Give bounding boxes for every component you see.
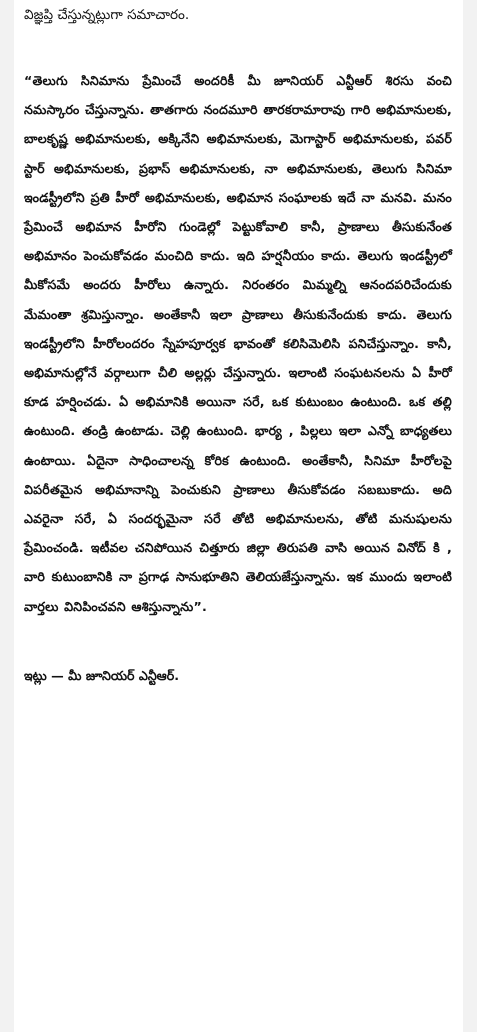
document-body [24, 0, 452, 687]
intro-line: విజ్ఞప్తి చేస్తున్నట్లుగా సమాచారం. [24, 7, 190, 23]
signature-line: ఇట్లు — మీ జూనియర్ ఎన్టీఆర్. [24, 667, 179, 683]
message-paragraph: “తెలుగు సినిమాను ప్రేమించే అందరికీ మీ జూనియర్ ఎన్టీఆర్ శిరసు వంచి నమస్కారం చేస్తున్నాను. తాతగారు నందమూరి తారకరామారావు గారి అభిమానులకు, బాలకృష్ణ అభిమానులకు, అక్కినేని అభిమానులకు, మెగాస్టార్ అభిమానులకు, పవర్ స్టార్ అభిమానులకు, ప్రభాస్ అభిమానులకు, నా అభిమానులకు, తెలుగు సినిమా ఇండస్ట్రీలోని ప్రతి హీరో అభిమానులకు, అభిమాన సంఘాలకు ఇదే నా మనవి. మనం ప్రేమించే అభిమాన హీరోని గుండెల్లో పెట్టుకోవాలి కానీ, ప్రాణాలు తీసుకునేంత అభిమానం పెంచుకోవడం మంచిది కాదు. ఇది హర్షనీయం కాదు. తెలుగు ఇండస్ట్రీలో మీకోసమే అందరు హీరోలు ఉన్నారు. నిరంతరం మిమ్మల్ని ఆనందపరిచేందుకు మేమంతా శ్రమిస్తున్నాం. అంతేకానీ ఇలా ప్రాణాలు తీసుకునేందుకు కాదు. తెలుగు ఇండస్ట్రీలోని హీరోలందరం స్నేహపూర్వక భావంతో కలిసిమెలిసి పనిచేస్తున్నాం. కానీ, అభిమానుల్లోనే వర్గాలుగా చీలి అల్లర్లు చేస్తున్నారు. ఇలాంటి సంఘటనలను ఏ హీరో కూడ హర్షించడు. ఏ అభిమానికి అయినా సరే, ఒక కుటుంబం ఉంటుంది. ఒక తల్లి ఉంటుంది. తండ్రి ఉంటాడు. చెల్లి ఉంటుంది. భార్య , పిల్లలు ఇలా ఎన్నో బాధ్యతలు ఉంటాయి. ఏదైనా సాధించాలన్న కోరిక ఉంటుంది. అంతేకానీ, సినిమా హీరోలపై విపరీతమైన అభిమానాన్ని పెంచుకుని ప్రాణాలు తీసుకోవడం సబబుకాదు. అది ఎవరైనా సరే, ఏ సందర్భమైనా సరే తోటి అభిమానులను, తోటి మనుషులను ప్రేమించండి. ఇటీవల చనిపోయిన చిత్తూరు జిల్లా తిరుపతి వాసి అయిన వినోద్ కి , వారి కుటుంబానికి నా ప్రగాఢ సానుభూతిని తెలియజేస్తున్నాను. ఇక ముందు ఇలాంటి వార్తలు వినిపించవని ఆశిస్తున్నాను”. [24, 73, 452, 614]
right-margin [463, 0, 477, 1032]
left-margin [0, 0, 14, 1032]
